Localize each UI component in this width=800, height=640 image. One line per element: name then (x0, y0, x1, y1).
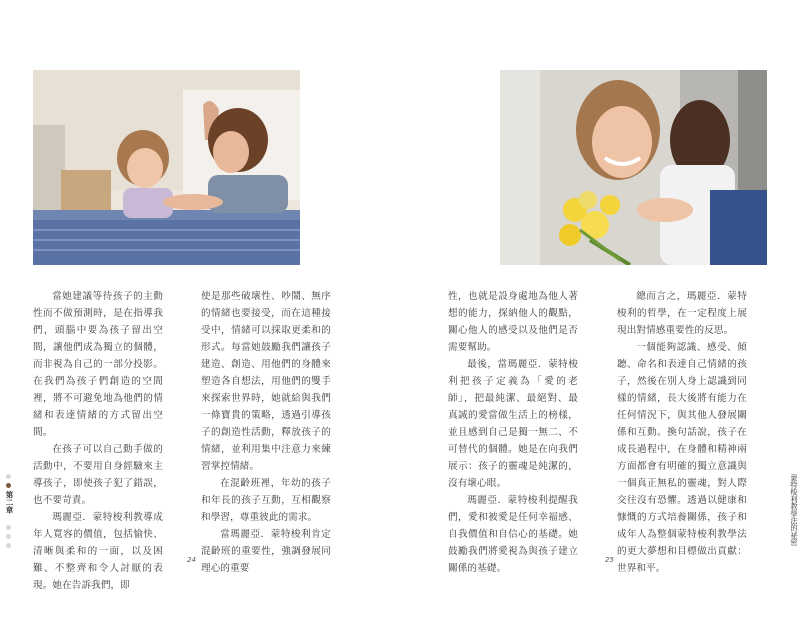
right-page-column-1 (448, 288, 578, 577)
paragraph: 性，也就是設身處地為他人著想的能力，探納他人的觀點，關心他人的感受以及他們是否需要幫助。 (448, 291, 578, 353)
chapter-dot (6, 525, 11, 530)
running-title: 蒙特梭利教學法的祕密 (790, 474, 799, 546)
paragraph: 一個能夠認識、感受、傾聽、命名和表達自己情緒的孩子，然後在別人身上認識到同樣的情緒，長大後將有能力在任何情況下，與其他人發展關係和互動。換句話說，孩子在成長過程中，在身體和精神兩方面都會有明確的獨立意識與一個真正無私的靈魂，對人際交往沒有恐懼。透過以健康和慷慨的方式培養關係，孩子和成年人為整個蒙特梭利教學法的更大夢想和目標做出貢獻：世界和平。 (617, 342, 747, 574)
chapter-progress-dots (5, 474, 13, 492)
paragraph: 在孩子可以自己動手做的活動中，不要用自身經驗來主導孩子，即使孩子犯了錯誤，也不要苛責。 (33, 444, 163, 506)
chapter-dot (6, 534, 11, 539)
paragraph: 在混齡班裡，年幼的孩子和年長的孩子互動，互相觀察和學習，尊重彼此的需求。 (201, 478, 331, 523)
paragraph: 總而言之，瑪麗亞．蒙特梭利的哲學，在一定程度上展現出對情感重要性的反思。 (617, 291, 747, 336)
paragraph: 瑪麗亞．蒙特梭利教導成年人寬容的價值，包括愉快、清晰與柔和的一面，以及困難、不整齊和令人討厭的表現。她在告訴我們，即 (33, 512, 163, 591)
paragraph: 使是那些破壞性、吵鬧、無序的情緒也要接受，而在這種接受中，情緒可以採取更柔和的形式。每當她鼓勵我們讓孩子建造、創造、用他們的身體來塑造各自想法，用他們的雙手來探索世界時，她就給與我們一條寶貴的策略，透過引導孩子的創造性活動，釋放孩子的情緒，並利用集中注意力來練習掌控情緒。 (201, 291, 331, 472)
paragraph: 最後，當瑪麗亞．蒙特梭利把孩子定義為「愛的老師」，把最純潔、最絕對、最真誠的愛當做生活上的榜樣，並且感到自己是獨一無二、不可替代的個體。她是在向我們展示：孩子的靈魂是純潔的，沒有壞心眼。 (448, 359, 578, 489)
paragraph: 當她建議等待孩子的主動性而不做預測時，是在指導我們，頭腦中要為孩子留出空間，讓他們成為獨立的個體，而非視為自己的一部分投影。在我們為孩子們創造的空間裡，將不可避免地為他們的情緒和表達情緒的方式留出空間。 (33, 291, 163, 438)
chapter-progress-dots-lower (5, 525, 13, 552)
chapter-label: 第二章 (5, 491, 14, 514)
chapter-dot (6, 543, 11, 548)
left-page-column-2 (201, 288, 331, 577)
chapter-dot-active (6, 483, 11, 488)
paragraph: 瑪麗亞．蒙特梭利提醒我們，愛和被愛是任何幸福感、自我價值和自信心的基礎。她鼓勵我們將愛視為與孩子建立關係的基礎。 (448, 495, 578, 574)
left-page-column-1 (33, 288, 163, 594)
right-page-column-2 (617, 288, 747, 577)
page-number-left: 24 (187, 556, 196, 564)
mother-daughter-bed-photo (33, 70, 300, 265)
paragraph: 當瑪麗亞．蒙特梭利肯定混齡班的重要性，強調發展同理心的重要 (201, 529, 331, 574)
mother-hugging-daughter-photo (500, 70, 767, 265)
page-number-right: 25 (605, 556, 614, 564)
chapter-dot (6, 474, 11, 479)
